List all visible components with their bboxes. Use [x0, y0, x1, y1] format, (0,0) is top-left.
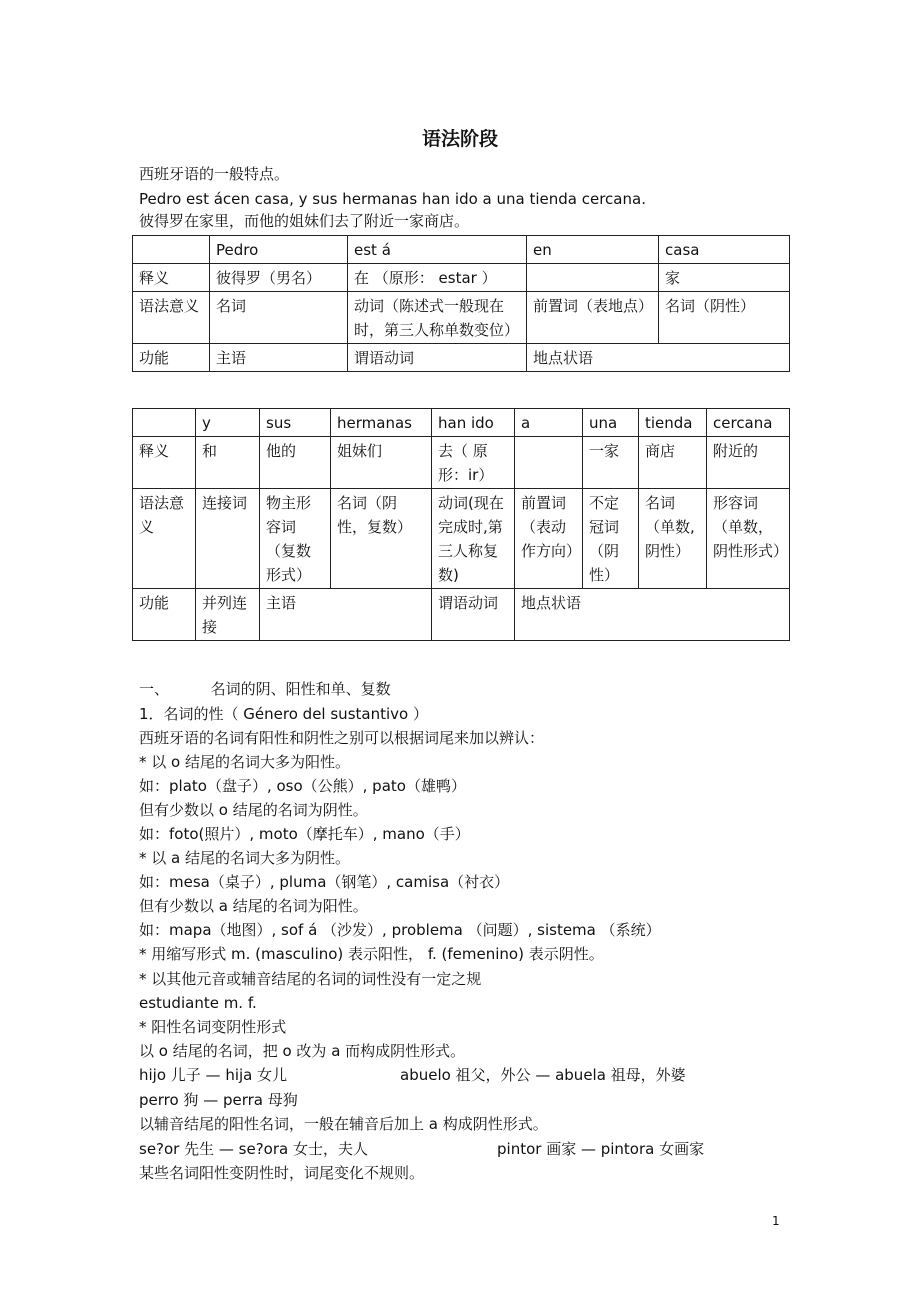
page-number: 1 [772, 1214, 780, 1228]
table-cell: 去（ 原形：ir） [432, 437, 515, 489]
body-line: * 阳性名词变阴性形式 [139, 1018, 287, 1036]
table-cell: 名词（阴性，复数） [331, 489, 432, 589]
body-line: estudiante m. f. [139, 994, 257, 1012]
table-cell: 名词 [210, 292, 348, 344]
table-row [133, 437, 790, 489]
table-cell: 动词（陈述式一般现在时，第三人称单数变位） [348, 292, 527, 344]
table-cell: 动词(现在完成时,第三人称复数) [432, 489, 515, 589]
table-cell: sus [260, 409, 331, 437]
table-cell: 地点状语 [527, 344, 790, 372]
sub-heading: 1．名词的性（ Género del sustantivo ） [139, 705, 428, 723]
table-cell: tienda [639, 409, 707, 437]
table-cell [133, 409, 196, 437]
table-cell: Pedro [210, 236, 348, 264]
intro-heading: 西班牙语的一般特点。 [139, 165, 290, 183]
table-cell: 名词（单数,阴性） [639, 489, 707, 589]
body-line: 如：foto(照片）, moto（摩托车）, mano（手） [139, 825, 470, 843]
table-cell: 谓语动词 [348, 344, 527, 372]
table-cell: 一家 [583, 437, 639, 489]
table-cell: han ido [432, 409, 515, 437]
table-cell: 他的 [260, 437, 331, 489]
table-cell: una [583, 409, 639, 437]
body-line: 如：plato（盘子）, oso（公熊）, pato（雄鸭） [139, 777, 466, 795]
body-line: 如：mesa（桌子）, pluma（钢笔）, camisa（衬衣） [139, 873, 510, 891]
body-line: * 以其他元音或辅音结尾的名词的词性没有一定之规 [139, 970, 482, 988]
table-row [133, 589, 790, 641]
chinese-sentence: 彼得罗在家里，而他的姐妹们去了附近一家商店。 [139, 212, 470, 230]
table-cell: 姐妹们 [331, 437, 432, 489]
table-row [133, 409, 790, 437]
body-line: 某些名词阳性变阴性时，词尾变化不规则。 [139, 1164, 425, 1182]
table-cell: 语法意义 [133, 489, 196, 589]
body-line: 但有少数以 o 结尾的名词为阴性。 [139, 801, 368, 819]
table-cell: 主语 [260, 589, 432, 641]
table-cell: y [196, 409, 260, 437]
table-cell: 不定冠词（阴性） [583, 489, 639, 589]
spanish-sentence: Pedro est ácen casa, y sus hermanas han ido a una tienda cercana. [139, 190, 646, 208]
table-row [133, 292, 790, 344]
body-line: 以 o 结尾的名词，把 o 改为 a 而构成阴性形式。 [139, 1042, 466, 1060]
table-cell: a [515, 409, 583, 437]
table-cell: 附近的 [707, 437, 790, 489]
table-cell: 释义 [133, 264, 210, 292]
section-heading-text: 名词的阴、阳性和单、复数 [210, 680, 391, 698]
table-cell: hermanas [331, 409, 432, 437]
table-row [133, 236, 790, 264]
section-heading-number: 一、 [139, 680, 170, 698]
table-cell: 前置词（表地点） [527, 292, 659, 344]
table-cell: 形容词（单数，阴性形式） [707, 489, 790, 589]
table-cell: 彼得罗（男名） [210, 264, 348, 292]
table-cell: 并列连接 [196, 589, 260, 641]
example-pair-left: se?or 先生 — se?ora 女士，夫人 [139, 1140, 368, 1158]
table-cell: 物主形容词（复数形式） [260, 489, 331, 589]
table-cell: 名词（阴性） [659, 292, 790, 344]
table-cell: 在 （原形： estar ） [348, 264, 527, 292]
page-title: 语法阶段 [421, 128, 498, 150]
table-cell: 谓语动词 [432, 589, 515, 641]
table-row [133, 489, 790, 589]
body-line: 如：mapa（地图）, sof á （沙发）, problema （问题）, sistema （系统） [139, 921, 661, 939]
section-heading [139, 679, 391, 699]
table-cell: 释义 [133, 437, 196, 489]
table-cell: 功能 [133, 344, 210, 372]
table-cell: 前置词（表动作方向） [515, 489, 583, 589]
table-cell: est á [348, 236, 527, 264]
example-pair-right: abuelo 祖父，外公 — abuela 祖母，外婆 [400, 1066, 686, 1084]
body-line: * 以 o 结尾的名词大多为阳性。 [139, 753, 350, 771]
body-line: * 以 a 结尾的名词大多为阴性。 [139, 849, 350, 867]
table-cell: 和 [196, 437, 260, 489]
body-line: * 用缩写形式 m. (masculino) 表示阳性， f. (femenino) 表示阴性。 [139, 945, 604, 963]
table-cell: en [527, 236, 659, 264]
table-cell [133, 236, 210, 264]
table-cell: 地点状语 [515, 589, 790, 641]
body-line: perro 狗 — perra 母狗 [139, 1091, 298, 1109]
body-line: 但有少数以 a 结尾的名词为阳性。 [139, 897, 368, 915]
table-cell: 连接词 [196, 489, 260, 589]
table-cell [527, 264, 659, 292]
table-cell: casa [659, 236, 790, 264]
table-cell: cercana [707, 409, 790, 437]
table-cell: 家 [659, 264, 790, 292]
analysis-table-1 [132, 235, 790, 372]
table-cell: 功能 [133, 589, 196, 641]
table-cell: 语法意义 [133, 292, 210, 344]
table-row [133, 344, 790, 372]
table-row [133, 264, 790, 292]
example-pair-right: pintor 画家 — pintora 女画家 [497, 1140, 705, 1158]
table-cell: 商店 [639, 437, 707, 489]
analysis-table-2 [132, 408, 790, 641]
body-line: 西班牙语的名词有阳性和阴性之别可以根据词尾来加以辨认： [139, 729, 545, 747]
table-cell [515, 437, 583, 489]
table-cell: 主语 [210, 344, 348, 372]
body-line: 以辅音结尾的阳性名词，一般在辅音后加上 a 构成阴性形式。 [139, 1115, 548, 1133]
example-pair-left: hijo 儿子 — hija 女儿 [139, 1066, 288, 1084]
